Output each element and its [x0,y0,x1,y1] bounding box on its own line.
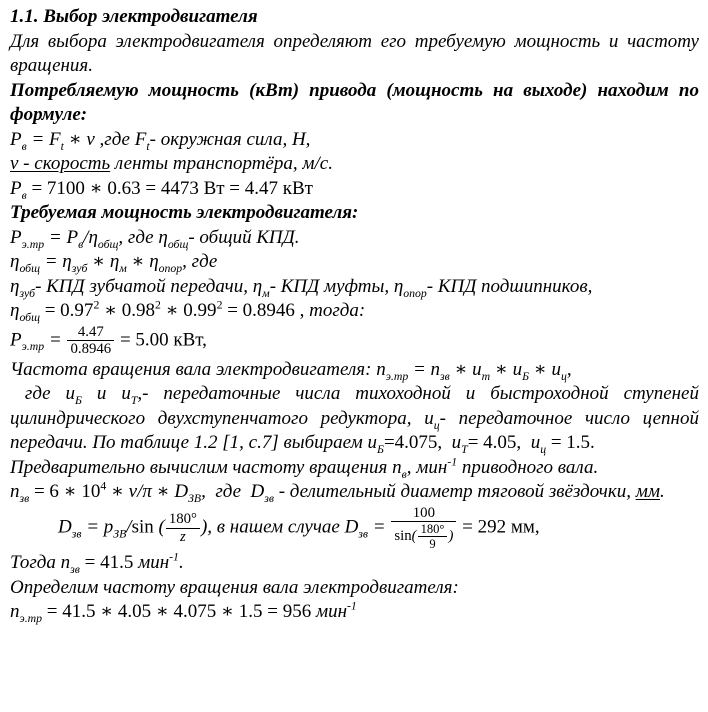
text-segment: P [10,226,22,248]
subscript: общ [19,310,40,324]
text-segment: η [88,226,98,248]
fraction-numerator [391,505,456,523]
text-segment: sin [131,516,159,538]
text-segment: n [10,481,20,503]
text-segment: ,где [94,128,135,150]
fraction [66,324,115,358]
text-segment: D [250,481,265,503]
fraction-denominator [418,537,448,551]
formula [10,358,699,383]
text-segment: v [128,481,138,503]
text-segment: Частота вращения вала электродвигателя: [10,358,377,380]
text-segment: u [530,432,541,454]
text-segment: и [82,383,122,405]
subscript: t [146,139,150,153]
paragraph [10,152,699,177]
text-segment: = [408,358,431,380]
subscript: зуб [71,261,88,275]
text-segment: ∗ [106,481,129,503]
subscript: зуб [19,286,36,300]
subscript: Б [75,393,82,407]
superscript: -1 [447,455,458,469]
text-segment: , мин [406,456,448,478]
formula [10,299,699,324]
text-segment: 180° [168,510,197,527]
text-segment: = 41.5 ∗ 4.05 ∗ 4.075 ∗ 1.5 = 956 [42,601,316,623]
text-segment: , где [118,226,159,248]
text-segment: Потребляемую мощность (кВт) привода (мощность на выходе) находим по формуле: [10,79,699,125]
subscript: т [481,369,491,383]
text-segment: . [659,481,665,503]
fraction-numerator [67,324,114,342]
text-segment: = 292 мм, [457,516,540,538]
subscript: в [21,139,27,153]
text-segment: Определим частоту вращения вала электродвигателя: [10,576,459,598]
text-segment: = [44,328,67,350]
fraction [417,522,449,551]
text-segment: - передаточное число цепной передачи. По таблице 1.2 [1, с.7] выбираем [10,407,699,454]
text-segment: ∗ [63,128,87,150]
text-segment: η [252,275,263,297]
paragraph [10,551,699,576]
text-segment: Требуемая мощность электродвигателя: [10,202,359,223]
text-segment: = [39,251,63,272]
text-segment: u [451,432,462,454]
text-segment: = [26,128,50,150]
text-segment: = 4.05, [467,432,531,454]
text-segment: P [10,177,22,199]
text-segment: p [103,516,114,538]
subscript: опор [158,261,183,275]
text-segment: = 41.5 [79,552,139,574]
text-segment: 100 [412,504,435,521]
text-segment: n [376,358,386,380]
text-segment: =4.075, [383,432,452,454]
text-segment: - окружная сила, Н, [149,128,311,150]
superscript: 2 [155,298,161,312]
text-segment: η [62,251,72,272]
subscript: ц [560,369,567,383]
fraction-numerator [166,511,200,529]
text-segment: = 7100 ∗ 0.63 = 4473 Вт = 4.47 кВт [26,177,313,199]
subscript: зв [264,491,274,505]
text-segment: Предварительно вычислим частоту вращения [10,456,393,478]
text-segment: = 0.97 [39,300,94,321]
text-segment: = 1.5. [546,432,595,454]
superscript: 4 [100,479,107,493]
text-segment: n [392,456,402,478]
subscript: в [21,188,27,202]
text-segment: D [174,481,189,503]
text-segment: ), в нашем случае [200,516,345,538]
text-segment: η [149,251,159,272]
subscript: общ [19,261,40,275]
fraction-denominator [166,529,200,546]
text-segment: n [60,552,71,574]
paragraph [10,79,699,128]
text-segment: - КПД муфты, [269,275,394,297]
subscript: зв [70,563,80,577]
subscript: зв [19,491,30,505]
subscript: Т [130,393,138,407]
text-segment: u [472,358,482,380]
subscript: ЗВ [188,491,202,505]
text-segment: v - скорость [10,153,111,174]
text-segment: мин [138,552,170,574]
formula [10,324,699,358]
text-segment: n [430,358,441,380]
subscript: э.тр [21,339,45,353]
subscript: общ [167,237,189,251]
subscript: м [119,261,127,275]
paragraph [10,576,699,601]
text-segment: ленты транспортёра, м/с. [110,153,333,174]
text-segment: P [66,226,79,248]
subscript: Б [522,369,530,383]
text-segment: ( [411,528,417,545]
subscript: Т [461,442,468,456]
text-segment: - общий КПД. [188,226,300,248]
text-segment: 9 [429,537,436,552]
formula [10,177,699,202]
formula [10,250,699,275]
text-segment: ∗ [151,481,175,503]
text-segment: n [10,601,20,623]
text-segment: . [178,552,184,574]
text-segment: η [10,251,20,272]
text-segment: ∗ [529,358,552,380]
text-segment: 180° [420,522,445,537]
text-segment: = [81,516,104,538]
text-segment: D [344,516,359,538]
text-segment: - КПД подшипников, [426,275,593,297]
text-segment: / [126,516,132,538]
text-segment: u [65,383,76,405]
text-segment: u [121,383,131,405]
subscript: э.тр [21,237,45,251]
text-segment: F [49,128,61,150]
text-segment: - делительный диаметр тяговой звёздочки, [273,481,636,503]
subscript: Б [377,442,384,456]
text-segment: мм [635,481,660,503]
formula [10,128,699,153]
text-segment: D [58,516,72,538]
text-segment: u [512,358,523,380]
text-segment: ) [448,528,454,545]
fraction-denominator [67,341,114,358]
text-segment: тогда: [304,300,366,321]
text-segment: / [137,481,143,503]
paragraph [10,456,699,481]
superscript: 2 [93,298,100,312]
text-segment: ∗ [126,251,150,272]
text-segment: = [44,226,67,248]
text-segment: = [368,516,391,538]
fraction [390,505,457,552]
text-segment: z [180,528,186,545]
text-segment: ∗ 0.98 [99,300,155,321]
text-segment: Для выбора электродвигателя определяют его требуемую мощность и частоту вращения. [10,30,699,76]
text-segment: , где [182,251,218,272]
formula [10,226,699,251]
subscript: м [262,286,270,300]
text-segment: мин [315,601,348,623]
text-segment: ∗ [490,358,513,380]
text-segment: sin [394,528,412,545]
text-segment: v [86,128,95,150]
section-heading [10,5,699,30]
text-segment: η [158,226,168,248]
subscript: зв [440,369,450,383]
text-segment: P [10,128,22,150]
subscript: э.тр [385,369,409,383]
text-segment: η [10,275,20,297]
fraction-numerator [418,522,448,537]
text-segment: = 0.8946 , [222,300,305,321]
subscript: в [401,467,407,481]
text-segment: = 6 ∗ 10 [29,481,101,503]
text-segment: F [134,128,147,150]
superscript: -1 [169,551,179,565]
text-segment: u [424,407,434,429]
text-segment: - КПД зубчатой передачи, [35,275,253,297]
subscript: э.тр [19,612,43,626]
superscript: 2 [216,298,223,312]
superscript: -1 [347,600,357,614]
text-segment: ∗ [449,358,473,380]
fraction [165,511,201,545]
subscript: опор [403,286,427,300]
text-segment: ∗ 0.99 [160,300,217,321]
formula [10,505,699,552]
text-segment: P [10,328,22,350]
formula [10,600,699,625]
text-segment: = 5.00 кВт, [115,328,207,350]
paragraph [10,275,699,300]
text-segment: η [10,300,20,321]
text-segment: 1.1. Выбор электродвигателя [10,6,258,27]
text-segment: π [142,481,152,503]
text-segment: приводного вала. [457,456,599,478]
text-segment: / [83,226,89,248]
text-segment: ( [158,516,165,538]
text-segment: 4.47 [77,323,104,340]
text-segment: , [566,358,572,380]
text-segment: η [109,251,120,272]
formula [10,480,699,505]
paragraph [10,30,699,79]
text-segment: u [551,358,561,380]
subscript: общ [97,237,119,251]
text-segment: ,- передаточные числа тихоходной и быстроходной ступеней цилиндрического двухступенчатого редуктора, [10,383,699,429]
text-segment: η [393,275,404,297]
text-segment: u [367,432,377,454]
paragraph [10,382,699,456]
text-segment: , где [201,481,251,503]
subscript: t [60,139,64,153]
subscript: ц [433,418,440,432]
subscript: зв [71,527,82,541]
text-segment: ∗ [87,251,110,272]
subscript: зв [358,527,368,541]
text-segment: 0.8946 [70,341,112,358]
subscript: ц [540,442,547,456]
text-segment: Тогда [10,552,61,574]
text-segment: где [10,383,66,405]
subscript: в [78,237,84,251]
subscript: ЗВ [113,527,127,541]
paragraph [10,201,699,226]
fraction-denominator [391,522,456,551]
